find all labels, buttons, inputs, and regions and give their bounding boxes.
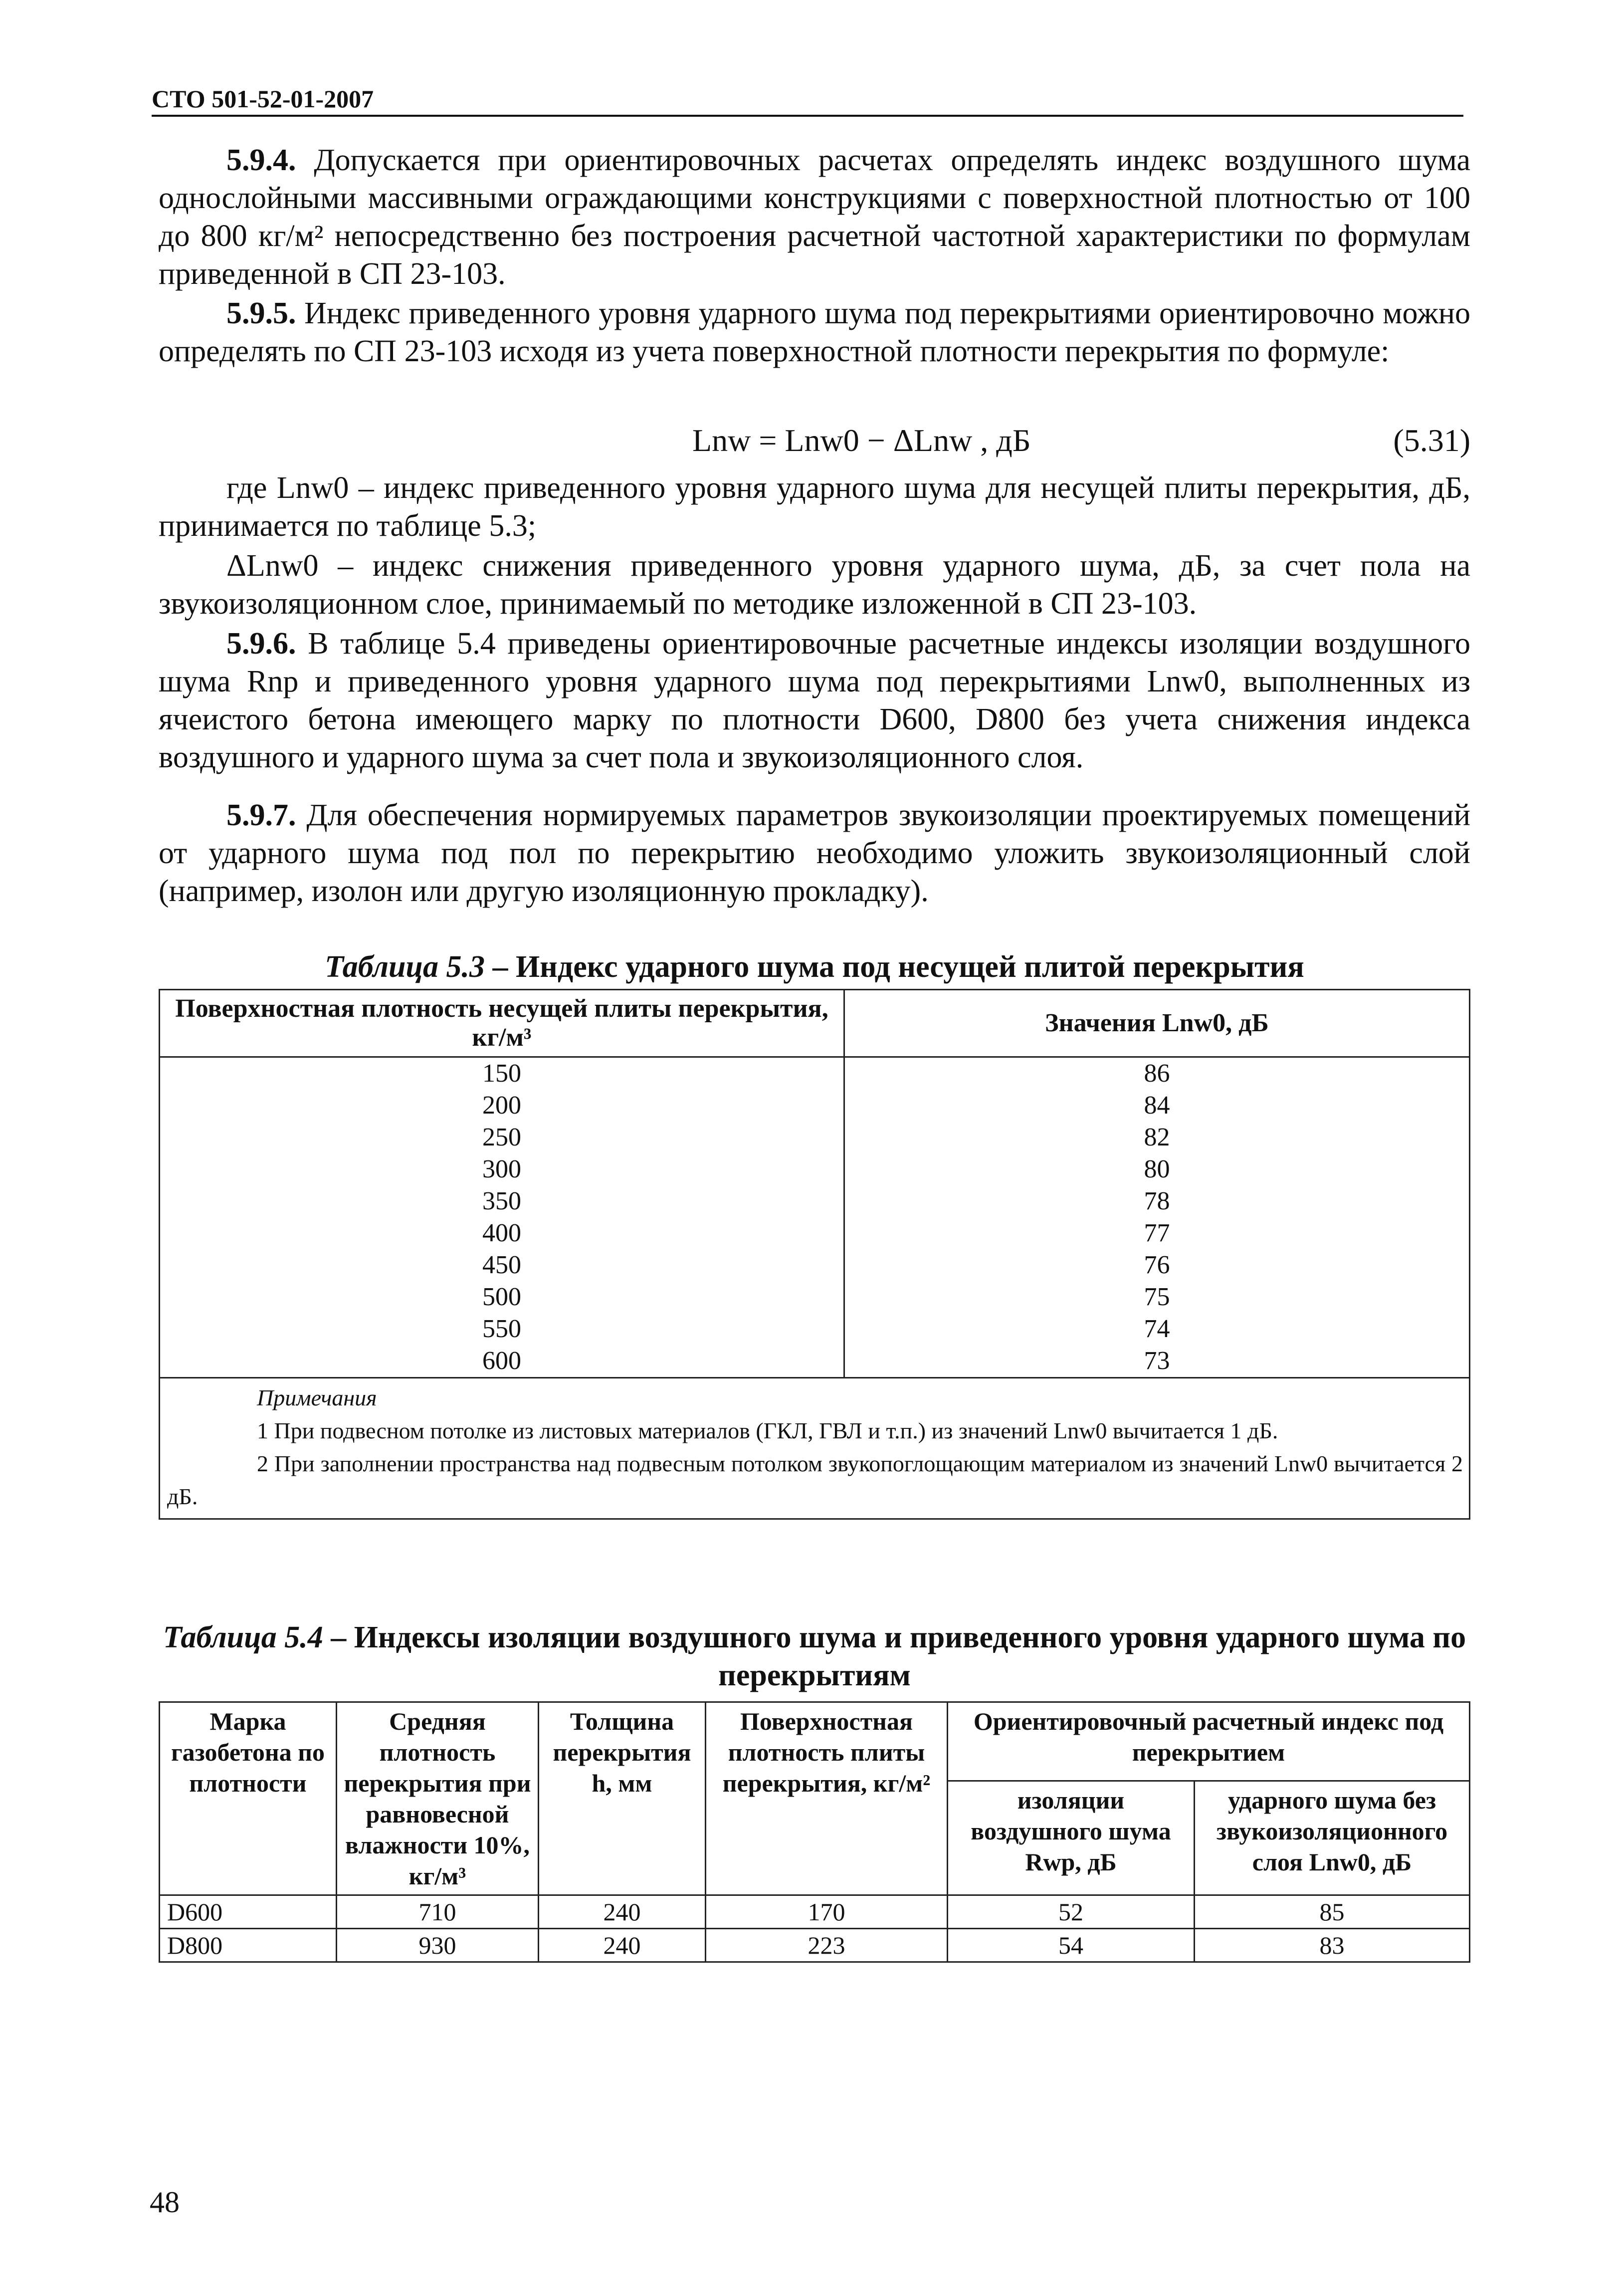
column-header-density: Поверхностная плотность несущей плиты перекрытия, кг/м³ [160, 990, 844, 1057]
column-header-mark: Марка газобетона по плотности [160, 1702, 337, 1895]
table-5-3-caption [159, 948, 1470, 986]
density-cell: 300 [160, 1153, 844, 1185]
caption-text: – Индекс ударного шума под несущей плитой перекрытия [484, 950, 1304, 984]
table-row [160, 1090, 1470, 1122]
lnw0-cell: 86 [844, 1057, 1470, 1090]
air-noise-cell: 52 [948, 1895, 1195, 1929]
document-code-header: СТО 501-52-01-2007 [152, 86, 1463, 117]
table-row [160, 1313, 1470, 1345]
density-cell: 350 [160, 1185, 844, 1217]
table-5-3-body [160, 1057, 1470, 1378]
caption-text: – Индексы изоляции воздушного шума и приведенного уровня ударного шума по перекрытиям [323, 1620, 1466, 1692]
note-1 [167, 1414, 1463, 1447]
paragraph-5-9-5 [159, 294, 1470, 370]
table-row [160, 1281, 1470, 1313]
impact-noise-cell: 83 [1195, 1929, 1470, 1962]
column-group-header-estimated-index: Ориентировочный расчетный индекс под перекрытием [948, 1702, 1470, 1781]
lnw0-cell: 78 [844, 1185, 1470, 1217]
paragraph-5-9-7 [159, 796, 1470, 910]
formula-5-31 [159, 418, 1470, 463]
lnw0-cell: 84 [844, 1090, 1470, 1122]
density-cell: 450 [160, 1249, 844, 1281]
note-1-text: 1 При подвесном потолке из листовых материалов (ГКЛ, ГВЛ и т.п.) из значений Lnw0 вычитается 1 дБ. [257, 1418, 1278, 1443]
formula-number: (5.31) [1393, 423, 1470, 458]
column-header-surface-density: Поверхностная плотность плиты перекрытия, кг/м² [706, 1702, 948, 1895]
where-clause-2 [159, 547, 1470, 623]
lnw0-cell: 82 [844, 1122, 1470, 1153]
table-row [160, 1153, 1470, 1185]
density-cell: 500 [160, 1281, 844, 1313]
paragraph-text: Допускается при ориентировочных расчетах определять индекс воздушного шума однослойными массивными ограждающими конструкциями с поверхностной плотностью от 100 до 800 кг/м² непосредственно без построения расчетной частотной характеристики по формулам приведенной в СП 23-103. [159, 143, 1471, 291]
where-text-1: где Lnw0 – индекс приведенного уровня ударного шума для несущей плиты перекрытия, дБ, принимается по таблице 5.3; [159, 471, 1470, 543]
section-number: 5.9.4. [226, 143, 296, 177]
table-notes [160, 1378, 1470, 1519]
impact-noise-cell: 85 [1195, 1895, 1470, 1929]
density-cell: 400 [160, 1217, 844, 1249]
paragraph-text: Индекс приведенного уровня ударного шума под перекрытиями ориентировочно можно определять по СП 23-103 исходя из учета поверхностной плотности перекрытия по формуле: [159, 296, 1470, 368]
note-2 [167, 1447, 1463, 1513]
table-row [160, 1185, 1470, 1217]
table-row [160, 1249, 1470, 1281]
lnw0-cell: 80 [844, 1153, 1470, 1185]
table-row [160, 1345, 1470, 1378]
section-number: 5.9.7. [226, 798, 296, 832]
column-header-impact-noise: ударного шума без звукоизоляционного слоя Lnw0, дБ [1195, 1781, 1470, 1895]
section-number: 5.9.6. [226, 627, 296, 661]
thickness-cell: 240 [539, 1929, 706, 1962]
density-cell: 600 [160, 1345, 844, 1378]
column-header-air-noise: изоляции воздушного шума Rwр, дБ [948, 1781, 1195, 1895]
density-cell: 550 [160, 1313, 844, 1345]
avg-density-cell: 930 [337, 1929, 539, 1962]
mark-cell: D800 [160, 1929, 337, 1962]
caption-prefix: Таблица 5.3 [325, 950, 485, 984]
lnw0-cell: 75 [844, 1281, 1470, 1313]
table-5-4 [159, 1701, 1470, 1963]
density-cell: 150 [160, 1057, 844, 1090]
table-row [160, 1217, 1470, 1249]
air-noise-cell: 54 [948, 1929, 1195, 1962]
column-header-thickness: Толщина перекрытия h, мм [539, 1702, 706, 1895]
table-row [160, 1057, 1470, 1090]
lnw0-cell: 77 [844, 1217, 1470, 1249]
density-cell: 200 [160, 1090, 844, 1122]
table-row [160, 1929, 1470, 1962]
note-2-text: 2 При заполнении пространства над подвесным потолком звукопоглощающим материалом из значений Lnw0 вычитается 2 дБ. [167, 1451, 1463, 1509]
lnw0-cell: 73 [844, 1345, 1470, 1378]
mark-cell: D600 [160, 1895, 337, 1929]
table-5-3 [159, 989, 1470, 1520]
paragraph-text: В таблице 5.4 приведены ориентировочные расчетные индексы изоляции воздушного шума Rnр и приведенного уровня ударного шума под перекрытиями Lnw0, выполненных из ячеистого бетона имеющего марку по плотности D600, D800 без учета снижения индекса воздушного и ударного шума за счет пола и звукоизоляционного слоя. [159, 627, 1470, 774]
table-5-4-caption [159, 1618, 1470, 1694]
surface-density-cell: 223 [706, 1929, 948, 1962]
table-row [160, 1122, 1470, 1153]
where-text-2: ΔLnw0 – индекс снижения приведенного уровня ударного шума, дБ, за счет пола на звукоизоляционном слое, принимаемый по методике изложенной в СП 23-103. [159, 549, 1470, 621]
lnw0-cell: 74 [844, 1313, 1470, 1345]
page-number: 48 [150, 2186, 180, 2219]
avg-density-cell: 710 [337, 1895, 539, 1929]
where-clause-1 [159, 469, 1470, 545]
paragraph-5-9-4 [159, 141, 1470, 293]
paragraph-5-9-6 [159, 625, 1470, 776]
notes-title: Примечания [257, 1385, 377, 1410]
table-5-4-body [160, 1895, 1470, 1962]
thickness-cell: 240 [539, 1895, 706, 1929]
density-cell: 250 [160, 1122, 844, 1153]
table-row [160, 1895, 1470, 1929]
paragraph-text: Для обеспечения нормируемых параметров звукоизоляции проектируемых помещений от ударного шума под пол по перекрытию необходимо уложить звукоизоляционный слой (например, изолон или другую изоляционную прокладку). [159, 798, 1471, 908]
caption-prefix: Таблица 5.4 [163, 1620, 323, 1654]
section-number: 5.9.5. [226, 296, 296, 330]
lnw0-cell: 76 [844, 1249, 1470, 1281]
column-header-lnw0: Значения Lnw0, дБ [844, 990, 1470, 1057]
formula-expression: Lnw = Lnw0 − ΔLnw , дБ [692, 423, 1031, 458]
column-header-avg-density: Средняя плотность перекрытия при равновесной влажности 10%, кг/м³ [337, 1702, 539, 1895]
surface-density-cell: 170 [706, 1895, 948, 1929]
